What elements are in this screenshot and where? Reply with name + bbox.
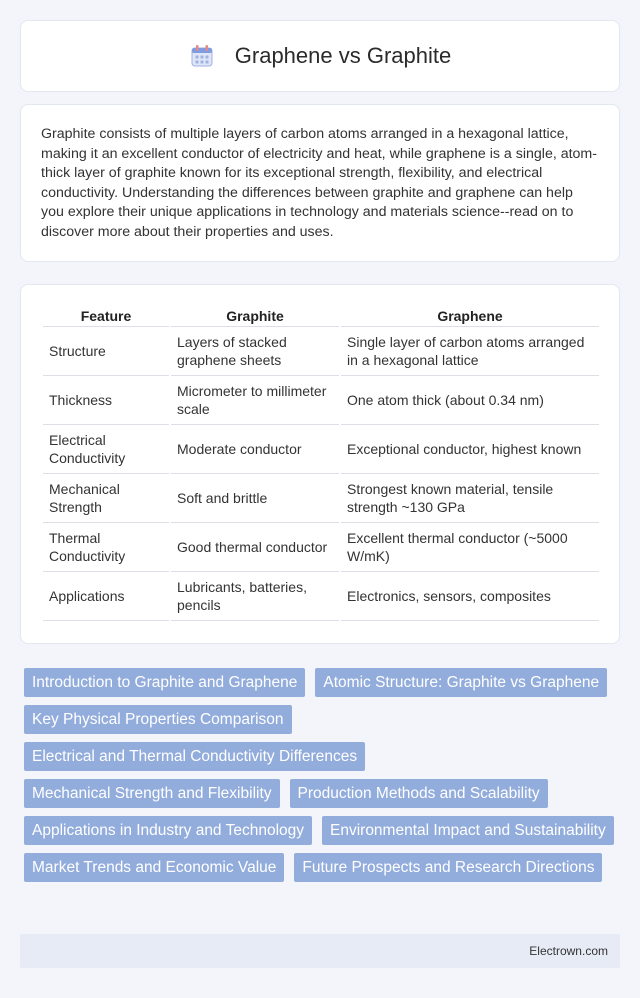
table-cell-graphite: Lubricants, batteries, pencils — [171, 572, 339, 621]
table-row — [43, 474, 599, 523]
table-row — [43, 523, 599, 572]
column-header-feature: Feature — [43, 303, 169, 327]
comparison-table — [41, 303, 601, 621]
table-row — [43, 327, 599, 376]
table-cell-graphene: Excellent thermal conductor (~5000 W/mK) — [341, 523, 599, 572]
intro-paragraph: Graphite consists of multiple layers of carbon atoms arranged in a hexagonal lattice, making it an excellent conductor of electricity and heat, while graphene is a single, atom-thick layer of graphite known for its exceptional strength, flexibility, and electrical conductivity. Understanding the differences between graphite and graphene can help you explore their unique applications in technology and materials science--read on to discover more about their properties and uses. — [41, 126, 597, 240]
table-cell-feature: Thermal Conductivity — [43, 523, 169, 572]
column-header-graphene: Graphene — [341, 303, 599, 327]
table-cell-graphite: Good thermal conductor — [171, 523, 339, 572]
footer-site-name: Electrown.com — [529, 944, 608, 958]
table-cell-feature: Electrical Conductivity — [43, 425, 169, 474]
table-row — [43, 425, 599, 474]
table-cell-graphite: Soft and brittle — [171, 474, 339, 523]
table-cell-feature: Structure — [43, 327, 169, 376]
table-cell-graphite: Layers of stacked graphene sheets — [171, 327, 339, 376]
topic-tag[interactable]: Introduction to Graphite and Graphene — [24, 668, 305, 697]
topic-tag[interactable]: Applications in Industry and Technology — [24, 816, 312, 845]
table-cell-feature: Thickness — [43, 376, 169, 425]
topic-tag[interactable]: Environmental Impact and Sustainability — [322, 816, 614, 845]
table-cell-graphene: One atom thick (about 0.34 nm) — [341, 376, 599, 425]
page-title: Graphene vs Graphite — [234, 43, 452, 68]
topic-tag[interactable]: Electrical and Thermal Conductivity Differences — [24, 742, 365, 771]
table-cell-graphite: Micrometer to millimeter scale — [171, 376, 339, 425]
topic-tag[interactable]: Market Trends and Economic Value — [24, 853, 284, 882]
table-cell-graphene: Exceptional conductor, highest known — [341, 425, 599, 474]
table-row — [43, 376, 599, 425]
topic-tag[interactable]: Production Methods and Scalability — [290, 779, 548, 808]
topic-tag[interactable]: Mechanical Strength and Flexibility — [24, 779, 280, 808]
intro-card — [20, 104, 620, 262]
topic-tags — [22, 668, 622, 890]
table-cell-feature: Applications — [43, 572, 169, 621]
table-row — [43, 572, 599, 621]
table-header-row — [43, 303, 599, 327]
comparison-card — [20, 284, 620, 644]
table-cell-graphene: Single layer of carbon atoms arranged in a hexagonal lattice — [341, 327, 599, 376]
table-cell-graphene: Electronics, sensors, composites — [341, 572, 599, 621]
topic-tag[interactable]: Future Prospects and Research Directions — [294, 853, 602, 882]
column-header-graphite: Graphite — [171, 303, 339, 327]
table-cell-graphite: Moderate conductor — [171, 425, 339, 474]
footer — [20, 934, 620, 968]
table-cell-feature: Mechanical Strength — [43, 474, 169, 523]
topic-tag[interactable]: Atomic Structure: Graphite vs Graphene — [315, 668, 607, 697]
calendar-icon — [189, 43, 215, 69]
title-card — [20, 20, 620, 92]
topic-tag[interactable]: Key Physical Properties Comparison — [24, 705, 292, 734]
table-cell-graphene: Strongest known material, tensile strength ~130 GPa — [341, 474, 599, 523]
